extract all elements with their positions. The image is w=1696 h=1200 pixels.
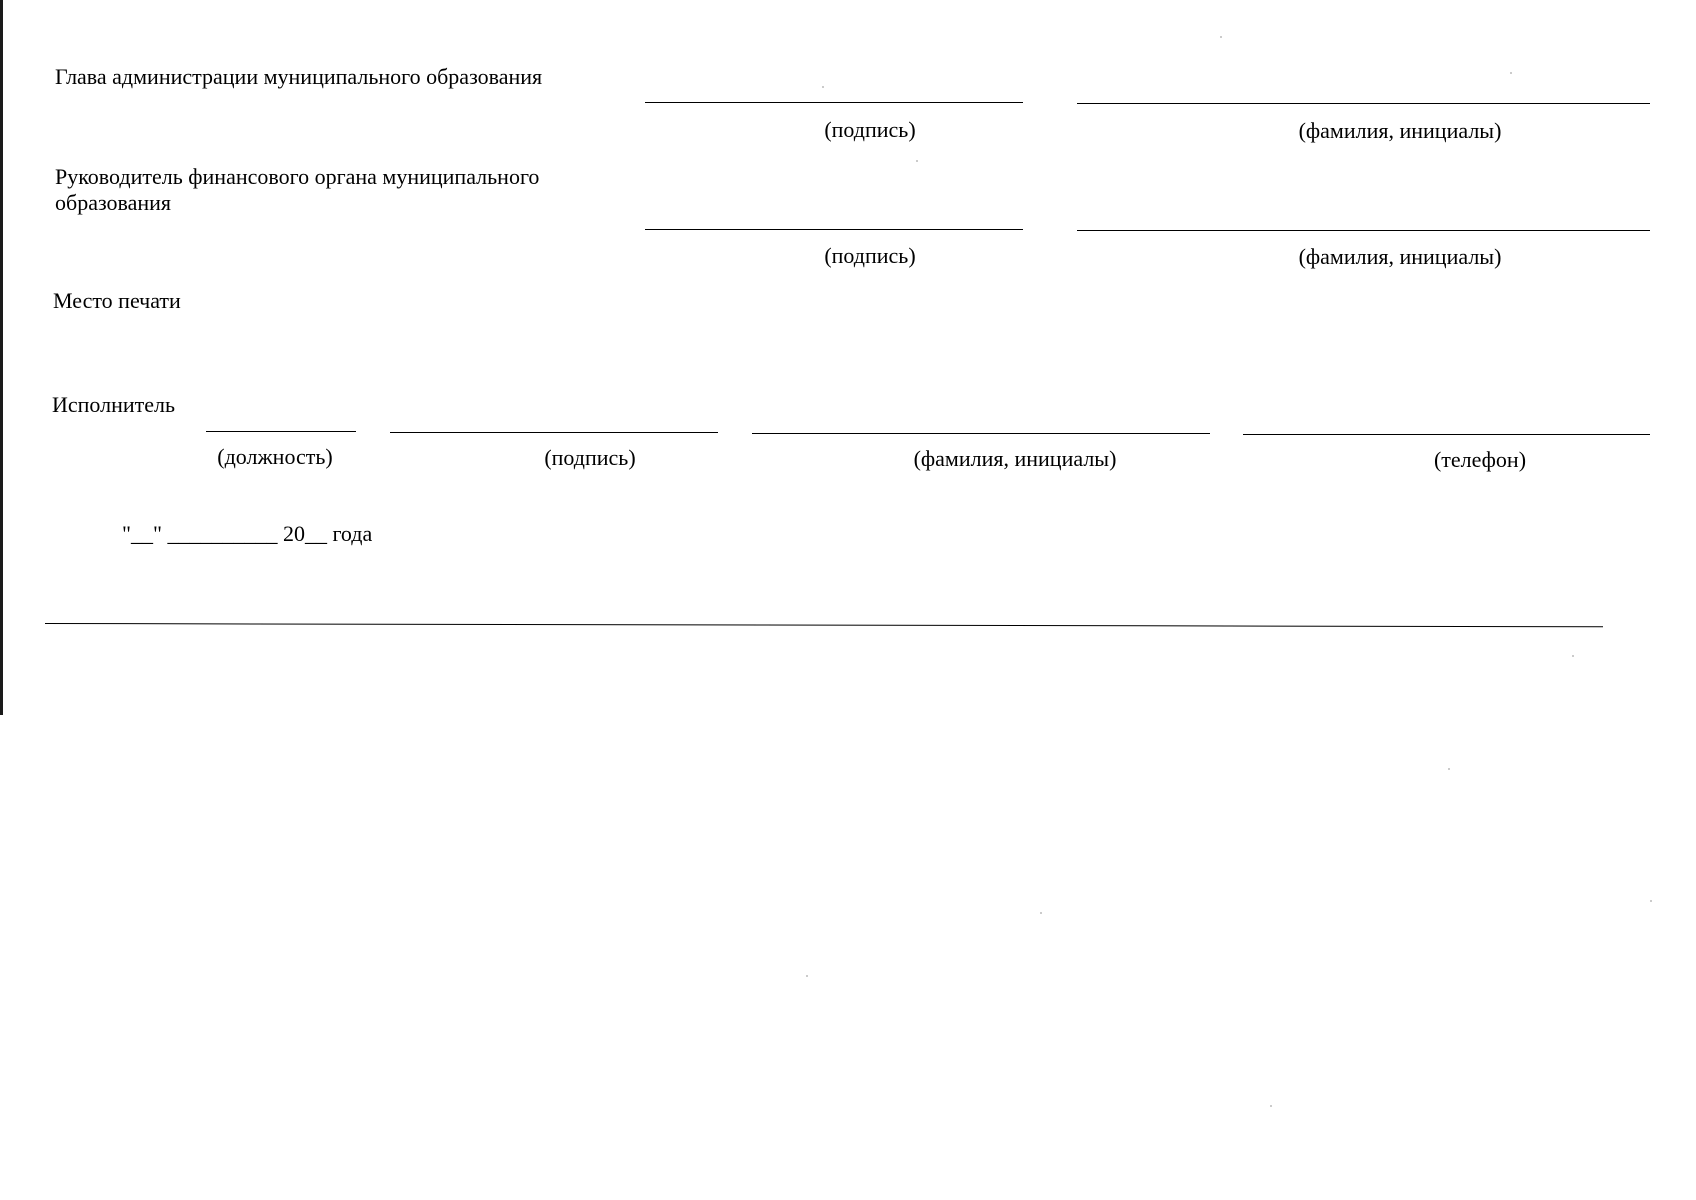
date-line: "__" __________ 20__ года <box>122 521 373 546</box>
scan-speck <box>1270 1105 1272 1107</box>
head-of-administration-label: Глава администрации муниципального образования <box>55 64 543 89</box>
head-signature-caption: (подпись) <box>824 117 916 142</box>
finance-signature-caption: (подпись) <box>824 243 916 268</box>
finance-name-caption: (фамилия, инициалы) <box>1298 244 1502 269</box>
scan-speck <box>916 160 918 162</box>
finance-head-label: Руководитель финансового органа муниципального образования <box>55 164 540 215</box>
executor-label: Исполнитель <box>52 392 176 417</box>
scan-speck <box>822 86 824 88</box>
executor-phone-caption: (телефон) <box>1433 447 1527 472</box>
executor-position-line <box>206 431 356 432</box>
finance-signature-line <box>645 229 1023 230</box>
scan-speck <box>806 975 808 977</box>
scan-speck <box>1572 655 1574 657</box>
head-name-line <box>1077 103 1650 104</box>
scan-speck <box>1650 900 1652 902</box>
bottom-separator-line <box>45 623 1603 627</box>
finance-name-line <box>1077 230 1650 231</box>
head-signature-line <box>645 102 1023 103</box>
seal-place-label: Место печати <box>53 288 181 313</box>
executor-signature-line <box>390 432 718 433</box>
executor-position-caption: (должность) <box>217 444 333 469</box>
executor-signature-caption: (подпись) <box>544 445 636 470</box>
executor-name-line <box>752 433 1210 434</box>
executor-phone-line <box>1243 434 1650 435</box>
head-name-caption: (фамилия, инициалы) <box>1298 118 1502 143</box>
scan-speck <box>1220 36 1222 38</box>
scan-speck <box>1510 72 1512 74</box>
scan-speck <box>1040 912 1042 914</box>
executor-name-caption: (фамилия, инициалы) <box>913 446 1117 471</box>
scan-speck <box>1448 768 1450 770</box>
scan-left-edge <box>0 0 3 715</box>
